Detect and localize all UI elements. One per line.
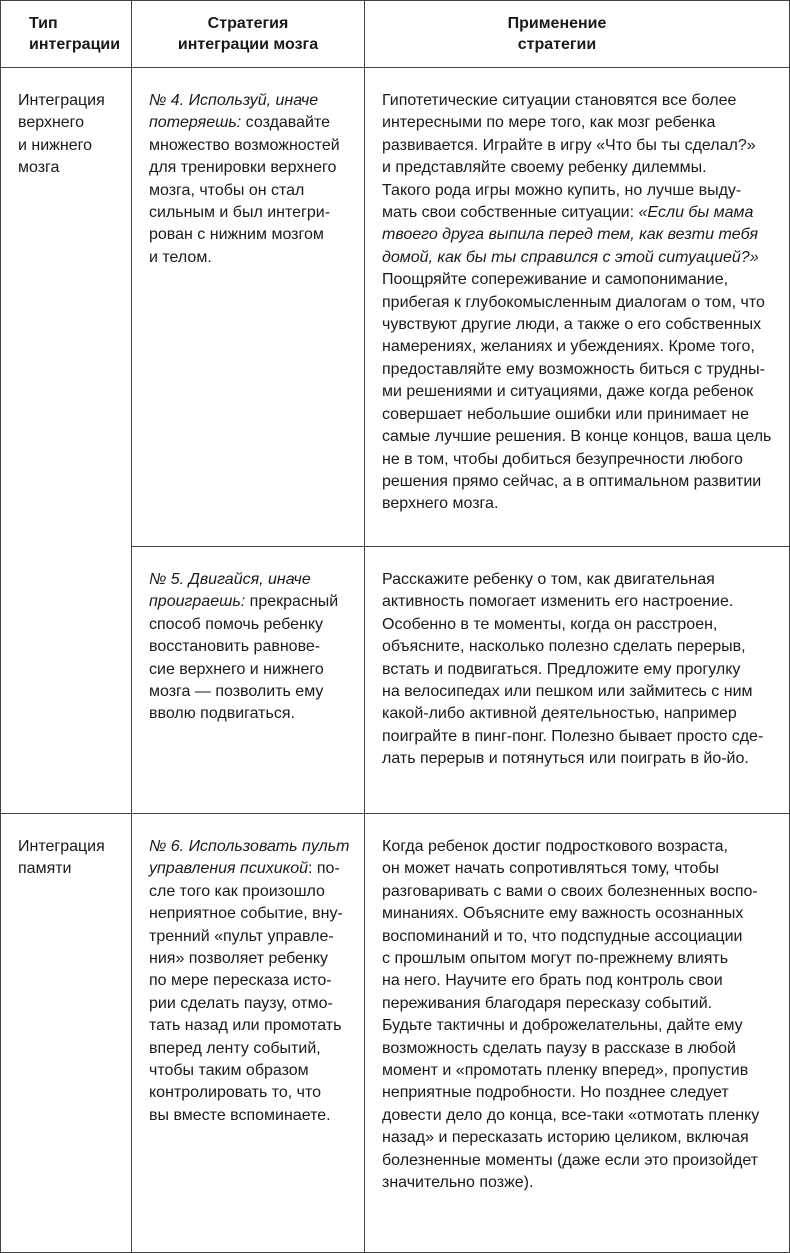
text-segment: по мере пересказа исто- bbox=[149, 972, 332, 990]
text-line bbox=[149, 1015, 356, 1037]
text-line bbox=[149, 135, 356, 157]
cell-text bbox=[382, 836, 779, 1195]
text-line bbox=[149, 157, 356, 179]
text-line bbox=[382, 381, 779, 403]
table-row bbox=[1, 68, 790, 547]
text-line bbox=[149, 224, 356, 246]
text-segment: предоставляйте ему возможность биться с трудны- bbox=[382, 360, 765, 378]
text-line bbox=[149, 836, 356, 858]
text-segment: неприятные подробности. Но позднее следует bbox=[382, 1084, 729, 1102]
text-line bbox=[382, 180, 779, 202]
text-line bbox=[382, 202, 779, 224]
strategy-cell bbox=[132, 814, 365, 1253]
italic-text: № 6. Использовать пульт bbox=[149, 838, 350, 855]
text-segment: ния» позволяет ребенку bbox=[149, 950, 329, 968]
strategy-cell bbox=[132, 547, 365, 814]
text-line bbox=[149, 993, 356, 1015]
text-segment: восстановить равнове- bbox=[149, 638, 321, 656]
text-line bbox=[149, 180, 356, 202]
header-word: стратегии bbox=[517, 36, 597, 53]
text-segment: Особенно в те моменты, когда он расстроен, bbox=[382, 615, 718, 633]
text-line bbox=[149, 948, 356, 970]
header-brain-strategy bbox=[132, 1, 365, 68]
text-segment: неприятное событие, вну- bbox=[149, 905, 343, 923]
text-line bbox=[382, 1015, 779, 1037]
application-cell bbox=[365, 68, 790, 547]
text-line bbox=[149, 636, 356, 658]
text-segment: сле того как произошло bbox=[149, 882, 325, 900]
italic-text: управления психикой bbox=[149, 860, 308, 878]
cell-text bbox=[149, 836, 356, 1127]
text-line: верхнего bbox=[18, 114, 85, 132]
cell-text bbox=[18, 836, 125, 881]
text-segment: Когда ребенок достиг подросткового возраста, bbox=[382, 838, 728, 855]
text-segment: множество возможностей bbox=[149, 136, 340, 154]
text-segment: рован с нижним мозгом bbox=[149, 226, 324, 244]
text-line bbox=[382, 569, 779, 591]
text-segment: мать свои собственные ситуации: bbox=[382, 204, 639, 222]
text-segment: довести дело до конца, все-таки «отмотать пленку bbox=[382, 1106, 760, 1124]
integration-type-cell bbox=[1, 814, 132, 1253]
text-line bbox=[382, 681, 779, 703]
text-line bbox=[382, 993, 779, 1015]
text-segment: с прошлым опытом могут по-прежнему влиять bbox=[382, 950, 729, 968]
text-line bbox=[149, 1105, 356, 1127]
text-segment: мозга, чтобы он стал bbox=[149, 181, 305, 199]
text-line bbox=[382, 903, 779, 925]
application-cell bbox=[365, 814, 790, 1253]
text-line bbox=[382, 948, 779, 970]
text-segment: ми решениями и ситуациями, даже когда ребенок bbox=[382, 383, 754, 401]
text-segment: создавайте bbox=[241, 114, 330, 132]
text-segment: сильным и был интегри- bbox=[149, 204, 331, 222]
header-word: Применение bbox=[507, 15, 607, 32]
text-line: и нижнего bbox=[18, 136, 92, 154]
text-segment: сие верхнего и нижнего bbox=[149, 660, 324, 678]
application-cell bbox=[365, 547, 790, 814]
text-line bbox=[149, 591, 356, 613]
text-line bbox=[149, 681, 356, 703]
text-line bbox=[382, 359, 779, 381]
header-strategy-application bbox=[365, 1, 790, 68]
text-segment: способ помочь ребенку bbox=[149, 615, 323, 633]
text-line bbox=[149, 90, 356, 112]
text-segment: Такого рода игры можно купить, но лучше выду- bbox=[382, 181, 742, 199]
header-integration-type bbox=[1, 1, 132, 68]
text-line bbox=[382, 1060, 779, 1082]
cell-text bbox=[149, 569, 356, 726]
italic-text: «Если бы мама bbox=[638, 204, 754, 222]
text-line bbox=[382, 858, 779, 880]
text-line bbox=[382, 1038, 779, 1060]
text-segment: развивается. Играйте в игру «Что бы ты сделал?» bbox=[382, 136, 756, 154]
text-line bbox=[149, 614, 356, 636]
text-segment: вперед ленту событий, bbox=[149, 1039, 321, 1057]
text-segment: для тренировки верхнего bbox=[149, 159, 337, 177]
text-segment: минаниях. Объясните ему важность осознанных bbox=[382, 905, 744, 923]
text-line bbox=[382, 1127, 779, 1149]
text-line bbox=[382, 1105, 779, 1127]
cell-text bbox=[382, 569, 779, 771]
text-segment: не в том, чтобы добиться безупречности любого bbox=[382, 450, 743, 468]
italic-text: домой, как бы ты справился с этой ситуацией?» bbox=[382, 248, 759, 266]
text-line bbox=[149, 881, 356, 903]
text-segment: чувствуют другие люди, а также о его собственных bbox=[382, 316, 762, 334]
text-segment: встать и подвигаться. Предложите ему прогулку bbox=[382, 660, 741, 678]
text-line bbox=[149, 1060, 356, 1082]
text-segment: чтобы таким образом bbox=[149, 1062, 309, 1080]
text-segment: совершает небольшие ошибки или принимает не bbox=[382, 405, 750, 423]
italic-text: проиграешь: bbox=[149, 593, 246, 611]
text-line bbox=[149, 1038, 356, 1060]
text-segment: намерениях, желаниях и убеждениях. Кроме того, bbox=[382, 338, 755, 356]
text-line bbox=[149, 926, 356, 948]
text-line bbox=[382, 135, 779, 157]
text-segment: самые лучшие решения. В конце концов, ваша цель bbox=[382, 428, 772, 446]
text-segment: момент и «промотать пленку вперед», пропустив bbox=[382, 1062, 749, 1080]
cell-text bbox=[149, 90, 356, 269]
text-segment: он может начать сопротивляться тому, чтобы bbox=[382, 860, 720, 878]
text-line bbox=[382, 881, 779, 903]
text-line bbox=[382, 269, 779, 291]
text-segment: Расскажите ребенку о том, как двигательная bbox=[382, 571, 715, 588]
text-line bbox=[149, 703, 356, 725]
text-segment: тренний «пульт управле- bbox=[149, 927, 334, 945]
text-line bbox=[382, 292, 779, 314]
text-segment: тать назад или промотать bbox=[149, 1017, 342, 1035]
text-line bbox=[382, 449, 779, 471]
header-row bbox=[1, 1, 790, 68]
text-segment: на велосипедах или пешком или займитесь с ним bbox=[382, 683, 753, 701]
text-segment: прекрасный bbox=[245, 593, 339, 611]
text-segment: объясните, насколько полезно сделать перерыв, bbox=[382, 638, 746, 656]
table-row bbox=[1, 814, 790, 1253]
integration-type-cell bbox=[1, 68, 132, 814]
header-word: интеграции мозга bbox=[177, 36, 319, 53]
text-segment: мозга — позволить ему bbox=[149, 683, 324, 701]
italic-text: № 4. Используй, иначе bbox=[149, 92, 319, 109]
text-segment: контролировать то, что bbox=[149, 1084, 322, 1102]
cell-text bbox=[18, 90, 125, 180]
text-segment: : по- bbox=[308, 860, 340, 878]
text-line bbox=[382, 157, 779, 179]
text-segment: поиграйте в пинг-понг. Полезно бывает просто сде- bbox=[382, 727, 764, 745]
text-line bbox=[382, 404, 779, 426]
header-word: интеграции bbox=[29, 36, 121, 53]
text-segment: на него. Научите его брать под контроль свои bbox=[382, 972, 723, 990]
text-line bbox=[382, 636, 779, 658]
text-line bbox=[382, 726, 779, 748]
cell-text bbox=[382, 90, 779, 516]
text-line bbox=[149, 569, 356, 591]
text-line bbox=[382, 1172, 779, 1194]
text-line bbox=[382, 591, 779, 613]
text-line bbox=[149, 202, 356, 224]
text-line bbox=[149, 970, 356, 992]
text-segment: возможность сделать паузу в рассказе в любой bbox=[382, 1039, 736, 1057]
text-line bbox=[382, 614, 779, 636]
text-segment: разговаривать с вами о своих болезненных воспо- bbox=[382, 882, 758, 900]
header-word: Стратегия bbox=[207, 15, 289, 32]
text-line: Интеграция bbox=[18, 838, 105, 855]
text-line bbox=[149, 858, 356, 880]
text-line bbox=[382, 224, 779, 246]
text-line bbox=[382, 836, 779, 858]
text-line bbox=[382, 426, 779, 448]
text-line bbox=[382, 90, 779, 112]
text-line bbox=[382, 659, 779, 681]
italic-text: потеряешь: bbox=[149, 114, 242, 132]
text-line bbox=[382, 1150, 779, 1172]
text-line bbox=[382, 247, 779, 269]
text-line bbox=[382, 748, 779, 770]
text-segment: воспоминаний и то, что подспудные ассоциации bbox=[382, 927, 743, 945]
text-segment: переживания благодаря пересказу событий. bbox=[382, 994, 713, 1012]
text-segment: рии сделать паузу, отмо- bbox=[149, 994, 333, 1012]
text-line bbox=[382, 471, 779, 493]
text-segment: и телом. bbox=[149, 248, 212, 266]
text-line bbox=[382, 336, 779, 358]
text-line bbox=[149, 112, 356, 134]
text-segment: болезненные моменты (даже если это произойдет bbox=[382, 1151, 759, 1169]
text-segment: вволю подвигаться. bbox=[149, 705, 295, 723]
text-segment: и представляйте своему ребенку дилеммы. bbox=[382, 159, 707, 177]
text-line bbox=[149, 247, 356, 269]
text-line bbox=[382, 926, 779, 948]
text-segment: лать перерыв и потянуться или поиграть в йо-йо. bbox=[382, 750, 749, 768]
text-segment: верхнего мозга. bbox=[382, 495, 499, 513]
text-line bbox=[149, 1082, 356, 1104]
text-line: мозга bbox=[18, 159, 60, 177]
italic-text: твоего друга выпила перед тем, как везти тебя bbox=[382, 226, 759, 244]
text-line bbox=[149, 659, 356, 681]
header-word: Тип bbox=[29, 15, 58, 32]
text-line bbox=[382, 493, 779, 515]
text-line bbox=[149, 903, 356, 925]
text-segment: прибегая к глубокомысленным диалогам о том, что bbox=[382, 293, 765, 311]
text-segment: Будьте тактичны и доброжелательны, дайте ему bbox=[382, 1017, 743, 1035]
text-line: Интеграция bbox=[18, 92, 105, 109]
text-line bbox=[382, 314, 779, 336]
text-line bbox=[382, 703, 779, 725]
strategy-cell bbox=[132, 68, 365, 547]
text-line bbox=[382, 112, 779, 134]
text-segment: решения прямо сейчас, а в оптимальном развитии bbox=[382, 472, 762, 490]
text-segment: какой-либо активной деятельностью, например bbox=[382, 705, 737, 723]
text-segment: Гипотетические ситуации становятся все более bbox=[382, 92, 737, 109]
text-line bbox=[382, 1082, 779, 1104]
text-segment: Поощряйте сопереживание и самопонимание, bbox=[382, 271, 729, 289]
text-segment: интересными по мере того, как мозг ребенка bbox=[382, 114, 716, 132]
text-segment: активность помогает изменить его настроение. bbox=[382, 593, 734, 611]
text-line bbox=[382, 970, 779, 992]
text-segment: вы вместе вспоминаете. bbox=[149, 1106, 331, 1124]
italic-text: № 5. Двигайся, иначе bbox=[149, 571, 311, 588]
text-segment: значительно позже). bbox=[382, 1174, 534, 1192]
text-line: памяти bbox=[18, 860, 72, 878]
text-segment: назад» и пересказать историю целиком, включая bbox=[382, 1129, 749, 1147]
